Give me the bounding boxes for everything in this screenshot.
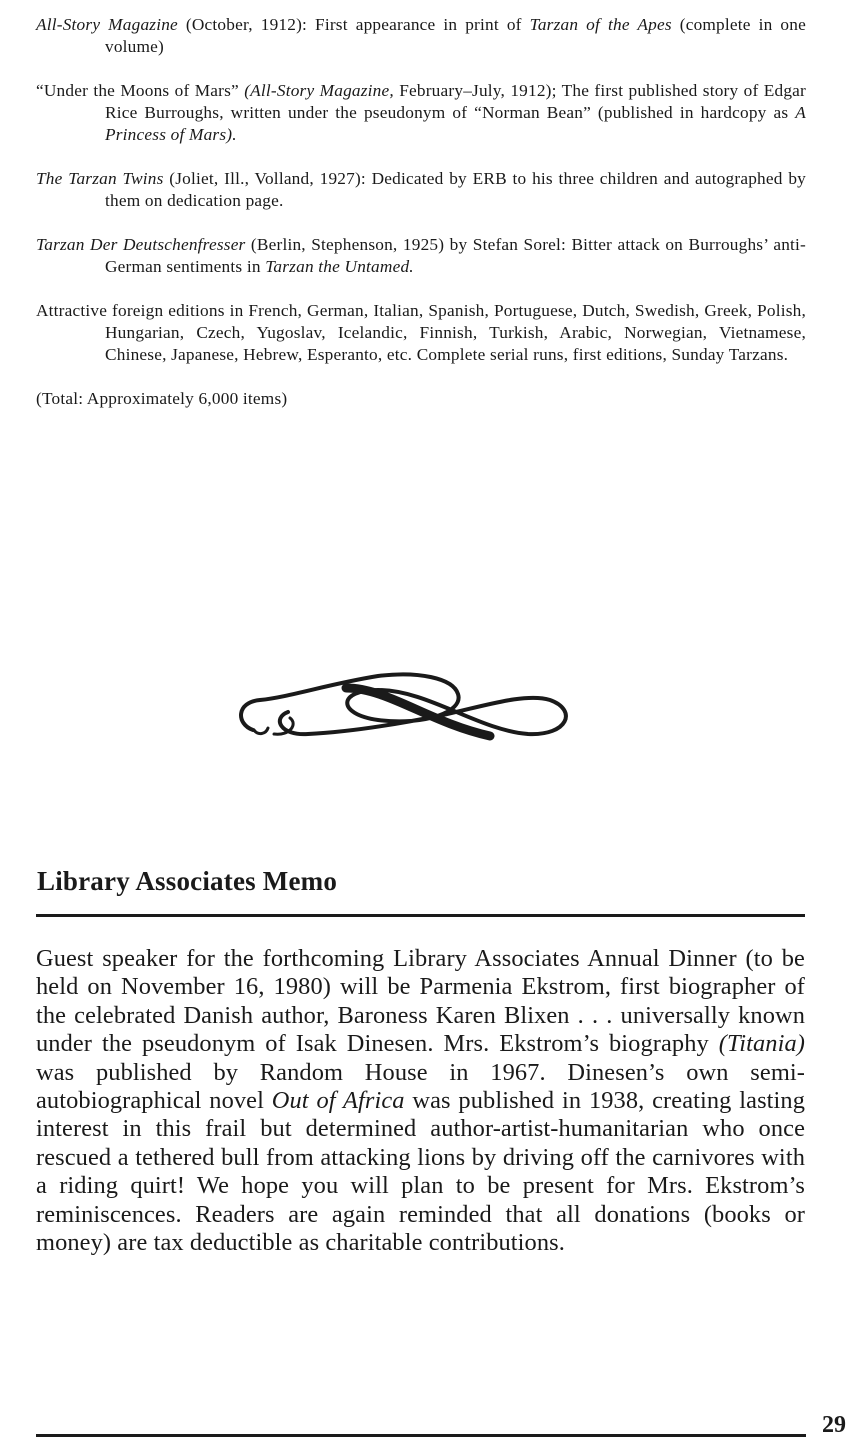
entry-text: Tarzan the Untamed.: [265, 257, 414, 276]
total-items: (Total: Approximately 6,000 items): [36, 389, 288, 408]
memo-body: [36, 945, 805, 1257]
entry-text: (All-Story Magazine,: [244, 81, 394, 100]
entry-tarzan-twins: [36, 168, 806, 212]
entry-text: (complete in one volume): [105, 15, 806, 56]
memo-text: was published by Random House in 1967. Dinesen’s own semi-autobiographical novel: [36, 1058, 805, 1115]
entry-text: (Joliet, Ill., Volland, 1927): Dedicated by ERB to his three children and autographed by them on dedication page.: [105, 169, 806, 210]
entry-foreign-editions: [36, 300, 806, 366]
entry-text: All-Story Magazine: [36, 15, 178, 34]
footer-divider: [36, 1434, 806, 1437]
entry-text: Tarzan of the Apes: [529, 15, 672, 34]
page-number: 29: [822, 1412, 846, 1438]
entry-under-the-moons-of-mars: [36, 80, 806, 146]
bibliography-entries: [36, 14, 806, 427]
entry-text: The Tarzan Twins: [36, 169, 164, 188]
memo-text: was published in 1938, creating lasting interest in this frail but determined author-artist-humanitarian who once rescued a tethered bull from attacking lions by driving off the carnivores with a riding quirt! We hope you will plan to be present for Mrs. Ekstrom’s reminiscences. Readers are again reminded that all donations (books or money) are tax deductible as charitable contributions.: [36, 1087, 806, 1257]
memo-text: (Titania): [718, 1030, 805, 1058]
entry-all-story-magazine: [36, 14, 806, 58]
memo-title: Library Associates Memo: [37, 866, 338, 896]
flourish-ornament-icon: [228, 664, 578, 764]
entry-text: (October, 1912): First appearance in print of: [177, 15, 530, 34]
entry-text: Tarzan Der Deutschenfresser: [36, 235, 246, 254]
entry-text: (Berlin, Stephenson, 1925) by Stefan Sorel: Bitter attack on Burroughs’ anti-German sentiments in: [105, 235, 807, 276]
entry-text: “Under the Moons of Mars”: [36, 81, 245, 100]
entry-text: February–July, 1912); The first published story of Edgar Rice Burroughs, written under the pseudonym of “Norman Bean” (published in hardcopy as: [105, 81, 806, 122]
entry-text: A Princess of Mars).: [105, 103, 806, 144]
entry-text: Attractive foreign editions in French, German, Italian, Spanish, Portuguese, Dutch, Swedish, Greek, Polish, Hungarian, Czech, Yugoslav, Icelandic, Finnish, Turkish, Arabic, Norwegian, Vietnamese, Chinese, Japanese, Hebrew, Esperanto, etc. Complete serial runs, first editions, Sunday Tarzans.: [36, 301, 806, 364]
title-divider: [36, 914, 805, 917]
memo-text: Out of Africa: [271, 1087, 405, 1115]
entry-tarzan-der-deutschenfresser: [36, 234, 806, 278]
memo-text: Guest speaker for the forthcoming Library Associates Annual Dinner (to be held on November 16, 1980) will be Parmenia Ekstrom, first biographer of the celebrated Danish author, Baroness Karen Blixen . . . universally known under the pseudonym of Isak Dinesen. Mrs. Ekstrom’s biography: [36, 945, 805, 1058]
